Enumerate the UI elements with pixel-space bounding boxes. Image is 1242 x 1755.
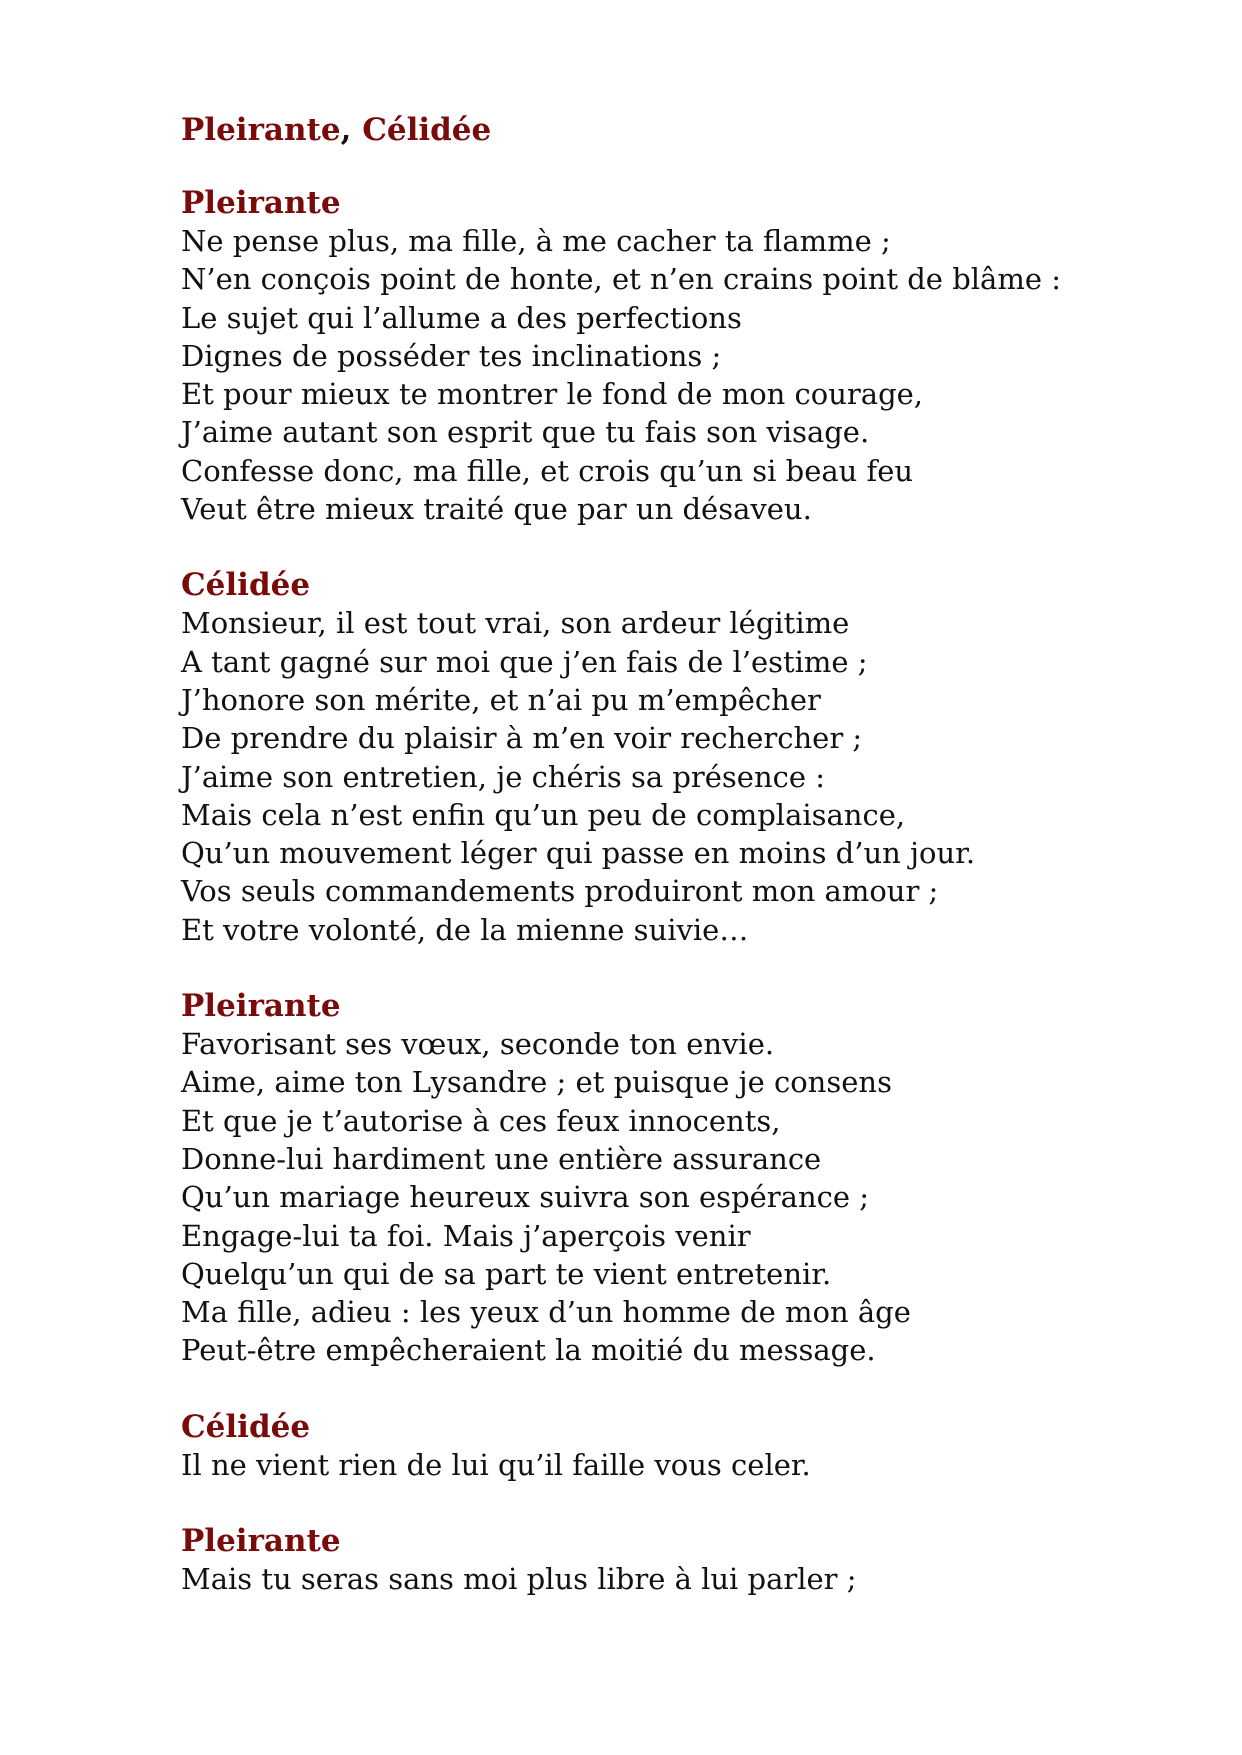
verse-line: Donne-lui hardiment une entière assurance (181, 1141, 822, 1176)
speech-block (181, 184, 1181, 528)
speaker-name: Pleirante (181, 1523, 341, 1560)
verse-line: N’en conçois point de honte, et n’en crains point de blâme : (181, 262, 1061, 297)
speaker-name: Célidée (181, 567, 311, 604)
verse-line: Veut être mieux traité que par un désaveu. (181, 492, 812, 527)
heading-character-1: Pleirante (181, 112, 341, 148)
speech-block (181, 566, 1181, 949)
verse-line: Ma fille, adieu : les yeux d’un homme de mon âge (181, 1295, 911, 1330)
verse-line: Monsieur, il est tout vrai, son ardeur légitime (181, 606, 850, 641)
verse-line: Aime, aime ton Lysandre ; et puisque je consens (181, 1065, 892, 1100)
verse-line: Quelqu’un qui de sa part te vient entretenir. (181, 1256, 832, 1291)
verse-line: Et pour mieux te montrer le fond de mon courage, (181, 377, 924, 412)
scene-characters-heading (181, 108, 1181, 152)
speech-block (181, 987, 1181, 1370)
verse-line: Vos seuls commandements produiront mon amour ; (181, 874, 939, 909)
play-page (181, 108, 1181, 1636)
heading-character-2: Célidée (362, 112, 492, 148)
verse-line: Dignes de posséder tes inclinations ; (181, 338, 722, 373)
verse-line: Il ne vient rien de lui qu’il faille vous celer. (181, 1447, 811, 1482)
verse-line: Et votre volonté, de la mienne suivie… (181, 912, 749, 947)
verse-line: Mais cela n’est enfin qu’un peu de complaisance, (181, 797, 906, 832)
speech-block (181, 1408, 1181, 1484)
verse-line: J’aime son entretien, je chéris sa présence : (181, 759, 826, 794)
verse-line: Qu’un mariage heureux suivra son espérance ; (181, 1180, 870, 1215)
verse-line: Le sujet qui l’allume a des perfections (181, 300, 742, 335)
verse-line: Favorisant ses vœux, seconde ton envie. (181, 1027, 775, 1062)
verse-line: De prendre du plaisir à m’en voir rechercher ; (181, 721, 863, 756)
verse-line: Peut-être empêcheraient la moitié du message. (181, 1333, 876, 1368)
speaker-name: Pleirante (181, 185, 341, 221)
verse-line: Engage-lui ta foi. Mais j’aperçois venir (181, 1218, 751, 1253)
verse-line: Ne pense plus, ma fille, à me cacher ta flamme ; (181, 224, 891, 258)
speaker-name: Célidée (181, 1408, 311, 1445)
verse-line: A tant gagné sur moi que j’en fais de l’estime ; (181, 644, 868, 679)
verse-line: Qu’un mouvement léger qui passe en moins d’un jour. (181, 836, 976, 871)
speaker-name: Pleirante (181, 988, 341, 1025)
heading-separator: , (340, 112, 363, 148)
speech-block (181, 1522, 1181, 1598)
verse-line: Et que je t’autorise à ces feux innocents, (181, 1103, 781, 1138)
verse-line: J’aime autant son esprit que tu fais son visage. (181, 415, 870, 450)
verse-line: Confesse donc, ma fille, et crois qu’un si beau feu (181, 453, 914, 488)
verse-line: J’honore son mérite, et n’ai pu m’empêcher (181, 682, 821, 717)
verse-line: Mais tu seras sans moi plus libre à lui parler ; (181, 1562, 857, 1597)
dialogue (181, 184, 1181, 1598)
